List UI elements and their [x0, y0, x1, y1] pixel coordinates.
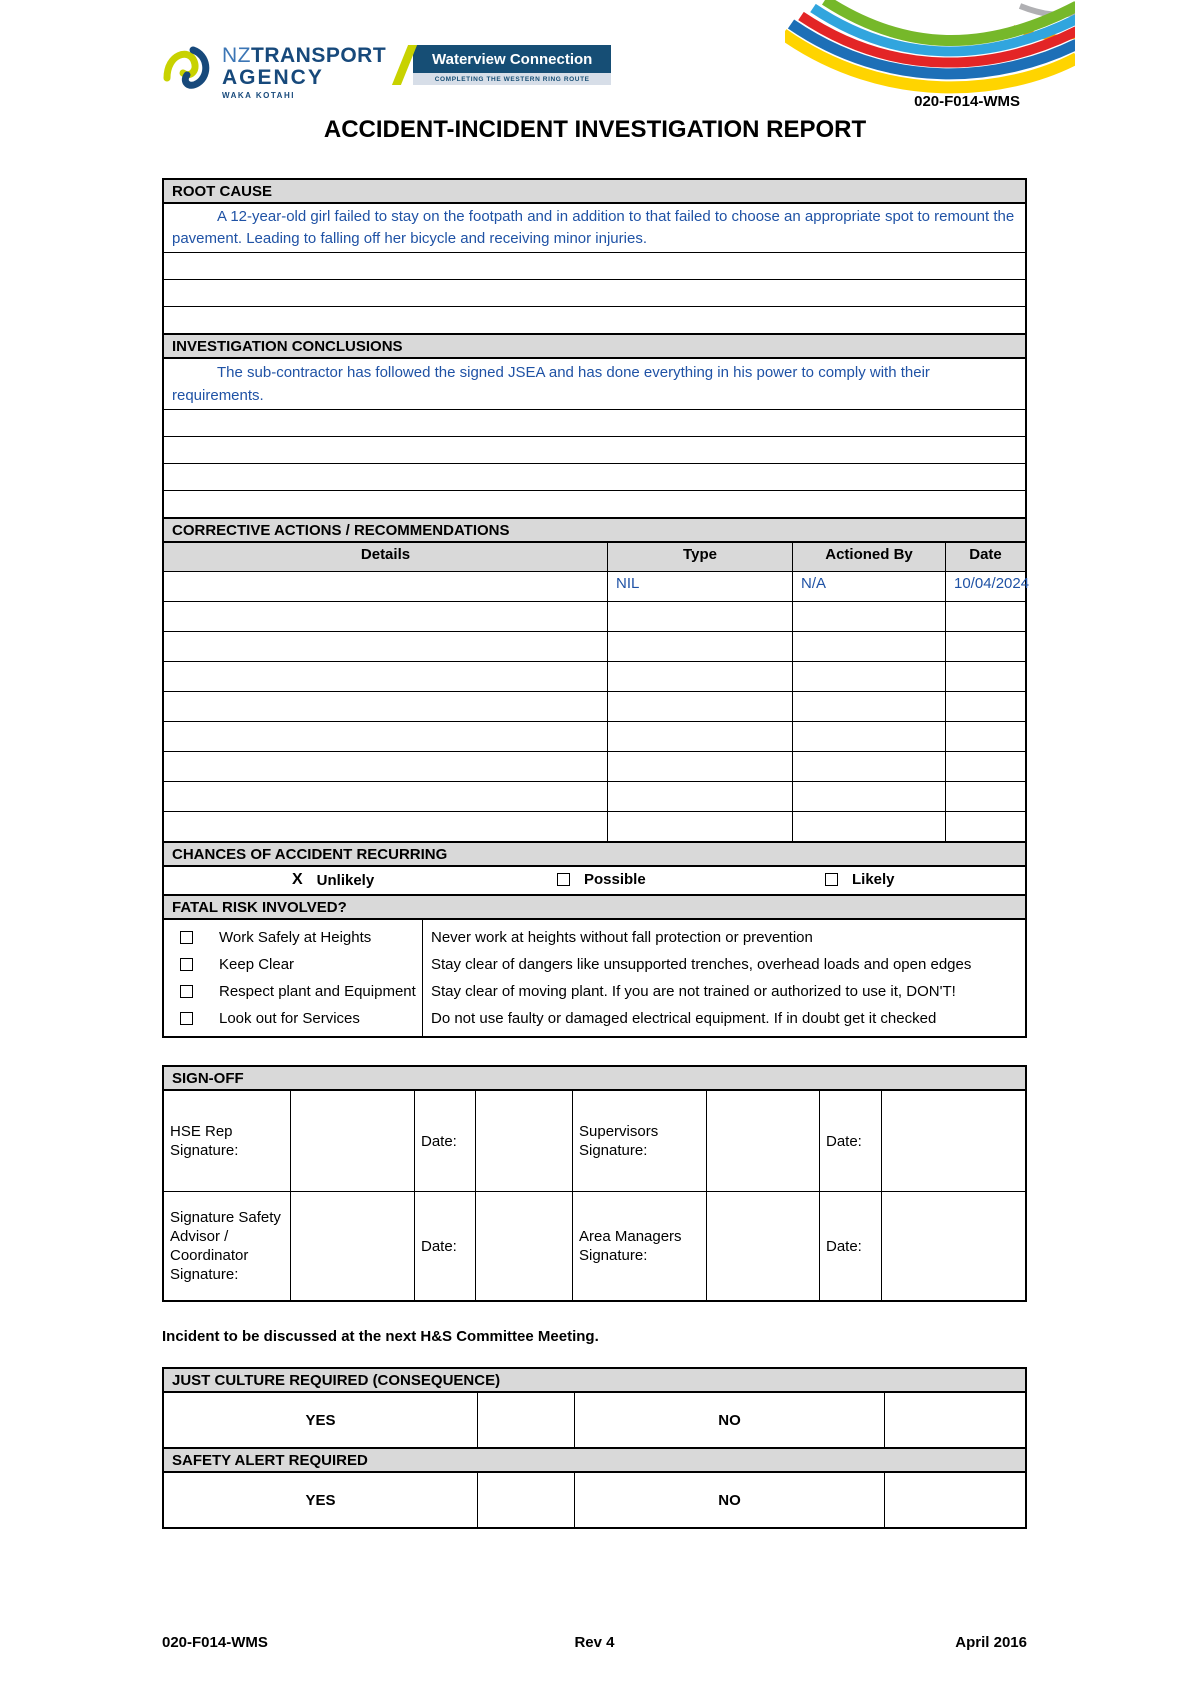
actioned-by-cell[interactable]: [792, 692, 945, 721]
footer-doc-code: 020-F014-WMS: [162, 1634, 268, 1651]
brand-ribbons-graphic: [785, 0, 1075, 95]
page-title: ACCIDENT-INCIDENT INVESTIGATION REPORT: [323, 116, 867, 143]
fatal-risk-option[interactable]: [164, 951, 422, 978]
type-cell[interactable]: [607, 692, 792, 721]
supervisors-signature-field[interactable]: [706, 1091, 819, 1191]
actioned-by-cell[interactable]: [792, 782, 945, 811]
corrective-actions-header-row: [164, 543, 1025, 571]
date-cell[interactable]: [945, 692, 1025, 721]
root-cause-empty-row[interactable]: [164, 306, 1025, 333]
report-form: [162, 178, 1030, 1529]
investigation-conclusions-heading: INVESTIGATION CONCLUSIONS: [164, 335, 1025, 359]
nzta-waka-kotahi-label: WAKA KOTAHI: [222, 91, 295, 100]
type-cell[interactable]: [607, 782, 792, 811]
nzta-logo-text: [222, 45, 386, 100]
conclusions-empty-row[interactable]: [164, 409, 1025, 436]
committee-meeting-note: Incident to be discussed at the next H&S Committee Meeting.: [162, 1328, 599, 1345]
fatal-risk-label: Work Safely at Heights: [219, 929, 372, 946]
option-unlikely[interactable]: [292, 871, 374, 889]
fatal-risk-description: Stay clear of moving plant. If you are not trained or authorized to use it, DON'T!: [431, 983, 956, 1000]
type-cell[interactable]: [607, 752, 792, 781]
corrective-actions-row: [164, 571, 1030, 601]
just-culture-no-field[interactable]: [884, 1393, 1025, 1447]
col-header-date: Date: [945, 543, 1025, 571]
type-cell[interactable]: [607, 602, 792, 631]
nzta-transport-label: TRANSPORT: [251, 44, 387, 67]
checkbox-icon[interactable]: [825, 873, 838, 886]
actioned-by-cell[interactable]: [792, 662, 945, 691]
just-culture-no-label: NO: [574, 1393, 884, 1447]
area-managers-signature-field[interactable]: [706, 1191, 819, 1300]
checkbox-icon[interactable]: [180, 985, 193, 998]
actioned-by-cell[interactable]: N/A: [792, 572, 945, 601]
sign-off-section: [162, 1065, 1027, 1302]
safety-alert-no-field[interactable]: [884, 1473, 1025, 1527]
type-cell[interactable]: [607, 662, 792, 691]
date-label: Date:: [414, 1091, 475, 1191]
just-culture-row: [164, 1393, 1025, 1447]
fatal-risk-label: Look out for Services: [219, 1010, 360, 1027]
root-cause-empty-row[interactable]: [164, 252, 1025, 279]
details-cell[interactable]: [164, 662, 607, 691]
nzta-agency-label: AGENCY: [222, 66, 324, 89]
details-cell[interactable]: [164, 752, 607, 781]
corrective-actions-empty-row: [164, 751, 1025, 781]
corrective-actions-empty-row: [164, 661, 1025, 691]
conclusions-empty-row[interactable]: [164, 436, 1025, 463]
date-field[interactable]: [475, 1191, 572, 1300]
fatal-risk-heading: FATAL RISK INVOLVED?: [164, 896, 1025, 920]
corrective-actions-empty-row: [164, 811, 1025, 841]
chances-section: [162, 841, 1027, 896]
supervisors-signature-label: Supervisors Signature:: [572, 1091, 706, 1191]
root-cause-entry-field[interactable]: A 12-year-old girl failed to stay on the footpath and in addition to that failed to choose an appropriate spot to remount the pavement. Leading to falling off her bicycle and receiving minor injuries.: [172, 208, 1015, 247]
details-cell[interactable]: [164, 572, 607, 601]
fatal-risk-descriptions: [422, 920, 1025, 1036]
investigation-conclusions-entry-field[interactable]: The sub-contractor has followed the signed JSEA and has done everything in his power to comply with their requirements.: [172, 364, 930, 404]
corrective-actions-empty-row: [164, 631, 1025, 661]
footer-revision: Rev 4: [574, 1634, 615, 1651]
checkbox-icon[interactable]: [180, 1012, 193, 1025]
checkbox-icon[interactable]: [180, 931, 193, 944]
fatal-risk-options: [164, 920, 422, 1036]
actioned-by-cell[interactable]: [792, 602, 945, 631]
option-possible-label: Possible: [584, 871, 646, 888]
date-field[interactable]: [881, 1191, 1025, 1300]
just-culture-heading: JUST CULTURE REQUIRED (CONSEQUENCE): [164, 1369, 1025, 1393]
details-cell[interactable]: [164, 782, 607, 811]
checkbox-icon[interactable]: [557, 873, 570, 886]
doc-code-header: 020-F014-WMS: [914, 93, 1020, 110]
date-cell[interactable]: [945, 782, 1025, 811]
footer-date: April 2016: [955, 1634, 1027, 1651]
date-cell[interactable]: [945, 812, 1025, 841]
details-cell[interactable]: [164, 812, 607, 841]
actioned-by-cell[interactable]: [792, 812, 945, 841]
nzta-logo: [162, 42, 386, 103]
safety-alert-row: [164, 1473, 1025, 1527]
root-cause-empty-row[interactable]: [164, 279, 1025, 306]
safety-alert-no-label: NO: [574, 1473, 884, 1527]
fatal-risk-label: Respect plant and Equipment: [219, 983, 416, 1000]
waterview-banner: [400, 45, 611, 85]
chances-options-row: [164, 867, 1025, 894]
fatal-risk-label: Keep Clear: [219, 956, 295, 973]
safety-alert-heading: SAFETY ALERT REQUIRED: [164, 1447, 1025, 1473]
date-label: Date:: [819, 1091, 881, 1191]
root-cause-heading: ROOT CAUSE: [164, 180, 1025, 204]
option-likely[interactable]: [825, 871, 895, 888]
area-managers-signature-label: Area Managers Signature:: [572, 1191, 706, 1300]
corrective-actions-section: [162, 517, 1030, 843]
details-cell[interactable]: [164, 692, 607, 721]
fatal-risk-option[interactable]: [164, 978, 422, 1005]
fatal-risk-section: [162, 894, 1027, 1038]
fatal-risk-description: Never work at heights without fall protection or prevention: [431, 929, 813, 946]
fatal-risk-description: Do not use faulty or damaged electrical equipment. If in doubt get it checked: [431, 1010, 937, 1027]
date-cell[interactable]: [945, 722, 1025, 751]
sign-off-heading: SIGN-OFF: [164, 1067, 1025, 1091]
just-culture-yes-field[interactable]: [477, 1393, 574, 1447]
date-label: Date:: [819, 1191, 881, 1300]
safety-alert-yes-label: YES: [305, 1491, 336, 1509]
date-cell[interactable]: [945, 602, 1025, 631]
actioned-by-cell[interactable]: [792, 722, 945, 751]
date-label: Date:: [414, 1191, 475, 1300]
safety-alert-yes-field[interactable]: [477, 1473, 574, 1527]
conclusions-empty-row[interactable]: [164, 463, 1025, 490]
corrective-actions-empty-row: [164, 721, 1025, 751]
type-cell[interactable]: [607, 812, 792, 841]
fatal-risk-option[interactable]: [164, 1005, 422, 1032]
nzta-nz-label: NZ: [222, 44, 251, 67]
option-likely-label: Likely: [852, 871, 895, 888]
details-cell[interactable]: [164, 602, 607, 631]
col-header-details: Details: [360, 546, 411, 563]
fatal-risk-option[interactable]: [164, 924, 422, 951]
just-culture-yes-label: YES: [305, 1411, 336, 1429]
fatal-risk-description: Stay clear of dangers like unsupported trenches, overhead loads and open edges: [431, 956, 972, 973]
chances-heading: CHANCES OF ACCIDENT RECURRING: [164, 843, 1025, 867]
col-header-actioned-by: Actioned By: [792, 543, 945, 571]
header-logo-row: [162, 42, 611, 103]
x-mark: X: [292, 871, 303, 888]
date-cell[interactable]: [945, 632, 1025, 661]
corrective-actions-heading: CORRECTIVE ACTIONS / RECOMMENDATIONS: [164, 519, 1025, 543]
waterview-banner-title: Waterview Connection: [413, 45, 611, 73]
type-cell[interactable]: NIL: [607, 572, 792, 601]
actioned-by-cell[interactable]: [792, 752, 945, 781]
page-footer: [162, 1634, 1027, 1651]
hse-rep-signature-field[interactable]: [290, 1091, 414, 1191]
corrective-actions-empty-row: [164, 781, 1025, 811]
date-cell[interactable]: [945, 752, 1025, 781]
corrective-actions-empty-row: [164, 691, 1025, 721]
option-unlikely-label: Unlikely: [316, 871, 375, 889]
actioned-by-cell[interactable]: [792, 632, 945, 661]
investigation-conclusions-section: [162, 333, 1027, 519]
details-cell[interactable]: [164, 632, 607, 661]
just-culture-safety-alert-section: [162, 1367, 1027, 1529]
safety-advisor-signature-field[interactable]: [290, 1191, 414, 1300]
nzta-koru-icon: [162, 42, 216, 103]
date-field[interactable]: [475, 1091, 572, 1191]
type-cell[interactable]: [607, 722, 792, 751]
details-cell[interactable]: [164, 722, 607, 751]
col-header-type: Type: [607, 543, 792, 571]
corrective-actions-empty-row: [164, 601, 1025, 631]
waterview-banner-subtitle: COMPLETING THE WESTERN RING ROUTE: [413, 73, 611, 85]
date-cell[interactable]: [945, 662, 1025, 691]
root-cause-section: [162, 178, 1027, 335]
hse-rep-signature-label: HSE Rep Signature:: [170, 1123, 239, 1159]
date-field[interactable]: [881, 1091, 1025, 1191]
conclusions-empty-row[interactable]: [164, 490, 1025, 517]
type-cell[interactable]: [607, 632, 792, 661]
date-cell[interactable]: 10/04/2024: [945, 572, 1037, 601]
safety-advisor-signature-label: Signature Safety Advisor / Coordinator Signature:: [164, 1191, 290, 1300]
checkbox-icon[interactable]: [180, 958, 193, 971]
option-possible[interactable]: [557, 871, 646, 888]
